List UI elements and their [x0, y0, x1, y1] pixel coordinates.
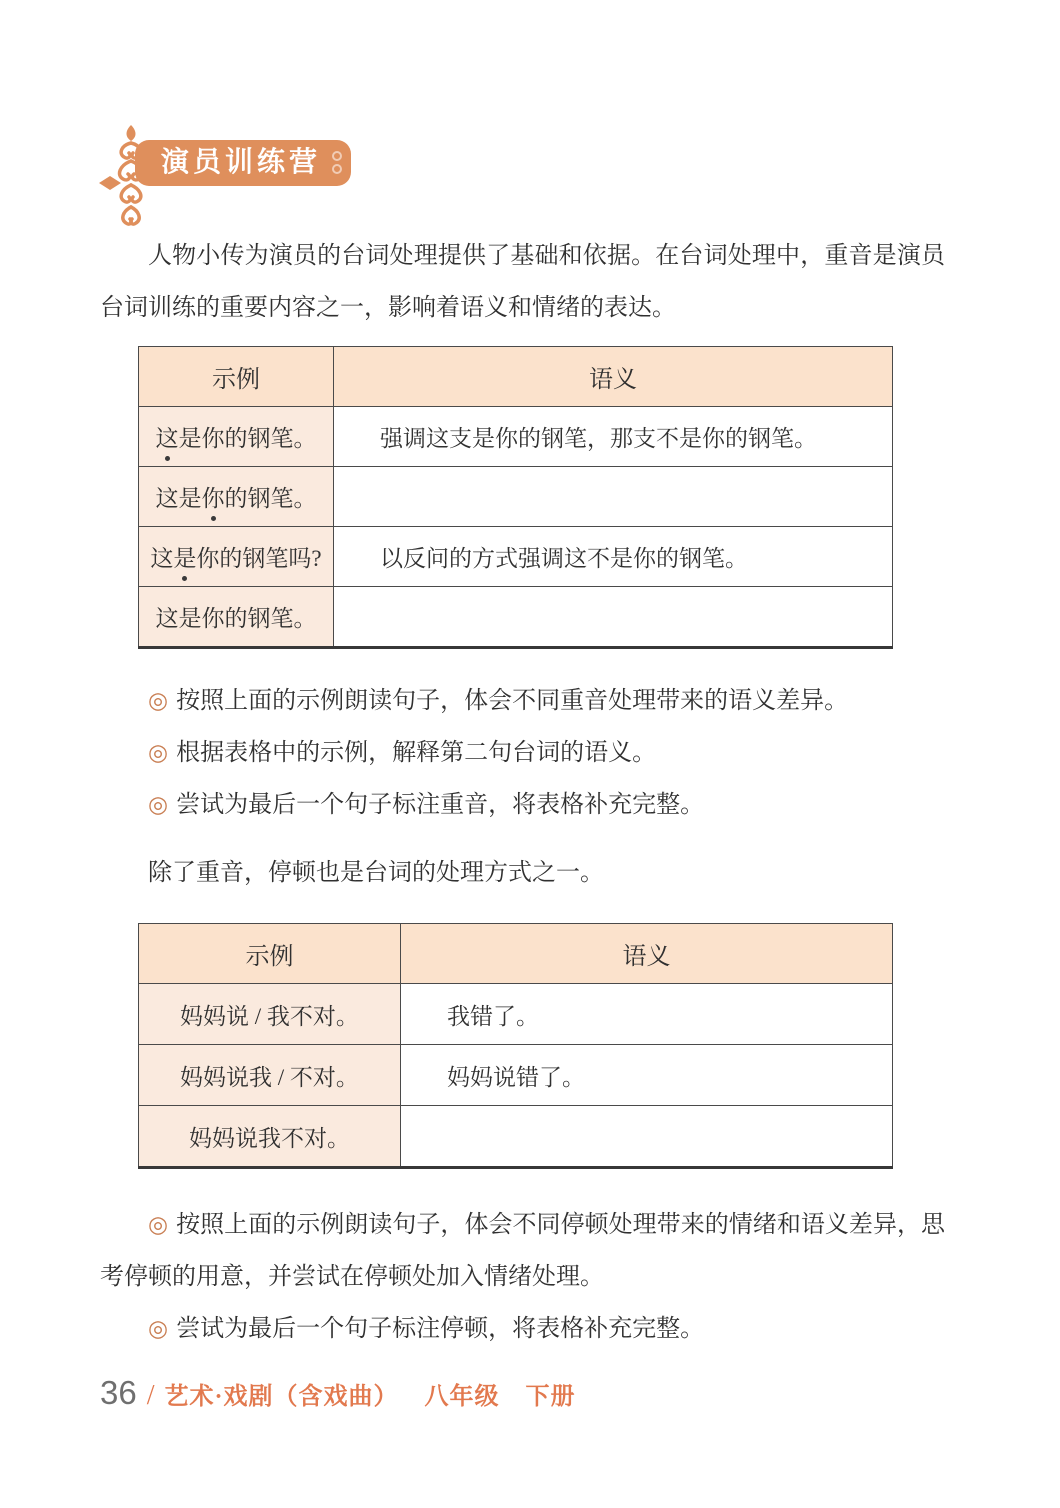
- task-item: [100, 727, 945, 779]
- table-row: [139, 1045, 893, 1106]
- example-cell: 妈妈说 / 我不对。: [139, 984, 401, 1045]
- bullet-icon: ◎: [148, 740, 169, 765]
- pause-table: [138, 923, 893, 1169]
- page-footer: [100, 1374, 576, 1412]
- table-row: [139, 467, 893, 527]
- example-text: 这是: [155, 486, 202, 511]
- example-text: 这是你的钢笔。: [155, 606, 317, 631]
- section-banner: [135, 140, 351, 186]
- task-text: 尝试为最后一个句子标注重音，将表格补充完整。: [176, 792, 705, 818]
- section-header: [100, 0, 945, 230]
- footer-volume: 下册: [525, 1384, 576, 1410]
- meaning-cell: 妈妈说错了。: [401, 1045, 893, 1106]
- meaning-cell: [401, 1106, 893, 1168]
- example-cell: [139, 527, 334, 587]
- header-cell-meaning: 语义: [334, 347, 893, 407]
- footer-course-title: 艺术·戏剧（含戏曲）: [164, 1384, 399, 1410]
- stressed-char: 这: [156, 420, 179, 453]
- task-text: 尝试为最后一个句子标注停顿，将表格补充完整。: [176, 1316, 705, 1342]
- example-text: 你的钢笔吗?: [196, 546, 322, 571]
- example-text: 是你的钢笔。: [178, 426, 317, 451]
- footer-separator: /: [146, 1380, 155, 1411]
- page-number: 36: [100, 1374, 137, 1411]
- stressed-char: 是: [173, 540, 196, 573]
- table-header-row: [139, 924, 893, 984]
- intro-paragraph: 人物小传为演员的台词处理提供了基础和依据。在台词处理中，重音是演员台词训练的重要内容之一，影响着语义和情绪的表达。: [100, 243, 945, 321]
- task-text: 根据表格中的示例，解释第二句台词的语义。: [176, 740, 657, 766]
- task-item: [100, 779, 945, 831]
- table-row: [139, 587, 893, 648]
- example-text: 的钢笔。: [224, 486, 317, 511]
- meaning-cell: [334, 587, 893, 648]
- meaning-cell: 我错了。: [401, 984, 893, 1045]
- stressed-char: 你: [202, 480, 225, 513]
- task-text: 按照上面的示例朗读句子，体会不同停顿处理带来的情绪和语义差异，思考停顿的用意，并尝试在停顿处加入情绪处理。: [100, 1212, 945, 1290]
- example-cell: [139, 467, 334, 527]
- example-cell: [139, 587, 334, 648]
- stress-table: [138, 346, 893, 649]
- example-text: 这: [150, 546, 174, 571]
- stress-task-list: [100, 675, 945, 831]
- example-cell: [139, 407, 334, 467]
- header-cell-meaning: 语义: [401, 924, 893, 984]
- example-cell: 妈妈说我不对。: [139, 1106, 401, 1168]
- table-row: [139, 1106, 893, 1168]
- task-text: 按照上面的示例朗读句子，体会不同重音处理带来的语义差异。: [176, 688, 849, 714]
- section-title: 演员训练营: [161, 147, 322, 178]
- pause-intro-paragraph: 除了重音，停顿也是台词的处理方式之一。: [148, 860, 604, 886]
- table-row: [139, 527, 893, 587]
- pause-task-list: [100, 1199, 945, 1355]
- task-item: [100, 675, 945, 727]
- bullet-icon: ◎: [148, 688, 169, 713]
- task-item: [100, 1303, 945, 1355]
- header-cell-example: 示例: [139, 347, 334, 407]
- table-header-row: [139, 347, 893, 407]
- table-row: [139, 407, 893, 467]
- header-cell-example: 示例: [139, 924, 401, 984]
- meaning-cell: [334, 467, 893, 527]
- example-cell: 妈妈说我 / 不对。: [139, 1045, 401, 1106]
- table-row: [139, 984, 893, 1045]
- meaning-cell: 以反问的方式强调这不是你的钢笔。: [334, 527, 893, 587]
- bullet-icon: ◎: [148, 1316, 169, 1341]
- bullet-icon: ◎: [148, 792, 169, 817]
- banner-swirl-icon: [330, 150, 344, 177]
- task-item: [100, 1199, 945, 1303]
- page-content: [100, 0, 945, 1355]
- footer-grade: 八年级: [424, 1384, 500, 1410]
- meaning-cell: 强调这支是你的钢笔，那支不是你的钢笔。: [334, 407, 893, 467]
- bullet-icon: ◎: [148, 1212, 169, 1237]
